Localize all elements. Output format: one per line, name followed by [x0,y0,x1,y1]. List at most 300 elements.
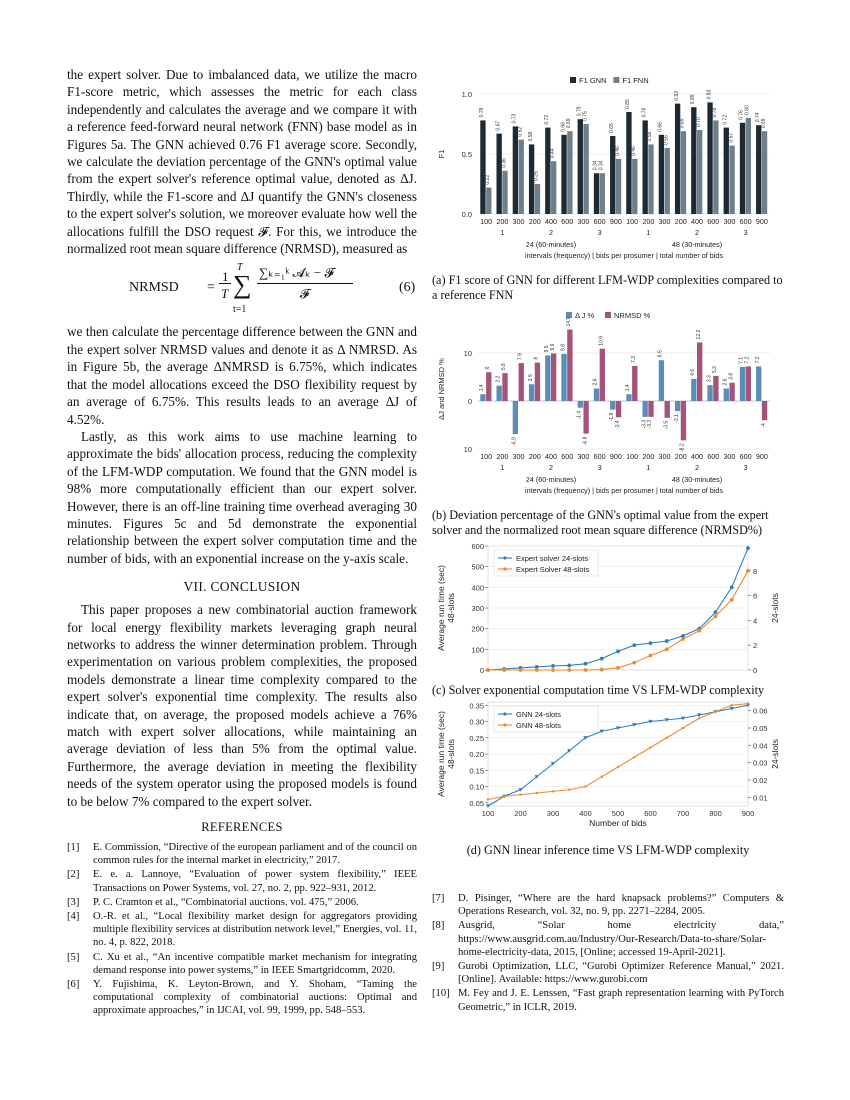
data-label: 0.92 [673,90,680,101]
data-label: 0.62 [517,126,524,137]
data-label: 8.5 [657,350,664,358]
data-label: 0.55 [663,135,670,145]
x-tick-label: 300 [723,217,736,226]
x-tick-label: 900 [741,809,755,818]
data-label: 0.80 [744,105,751,115]
data-point [535,668,539,672]
data-label: 7.1 [738,356,745,364]
group-label: 1 [500,228,505,237]
bar [535,363,540,401]
data-point [665,647,669,651]
data-label: 1.4 [479,384,486,392]
data-label: 7.3 [631,356,638,363]
bar [756,125,761,214]
group-label: 1 [646,463,651,472]
bar [519,140,524,214]
data-label: 9.8 [560,344,567,351]
legend-marker [503,712,506,715]
bar [724,389,729,401]
bar [681,131,686,214]
bar [519,363,524,401]
x-tick-label: 200 [528,452,541,461]
data-point [632,661,636,665]
reference-item: [5] C. Xu et al., “An incentive compatible market mechanism for integrating demand response into power systems,” in IEEE Smartgridcomm, 2020. [67,951,417,976]
reference-item: [6] Y. Fujishima, K. Leyton-Brown, and Y. Shoham, “Taming the computational complexity of combinatorial auctions: Optimal and approximate approaches,” in IJCAI, vol. 99, 1999, pp. 548–553. [67,979,417,1017]
bar [691,379,696,401]
legend-label: Expert Solver 48-slots [516,564,590,574]
x-tick-label: 600 [593,217,606,226]
bar [480,394,485,401]
bar [681,401,686,440]
group-label: 3 [597,228,602,237]
data-label: -3.4 [614,420,621,429]
data-point [600,657,604,661]
y-tick-label: 1.0 [461,90,472,99]
data-label: 3.8 [728,372,735,380]
bar [561,135,566,214]
data-label: 3.2 [495,375,502,383]
bar [480,120,485,214]
data-label: 0.74 [754,112,761,123]
y-tick-label: 0.20 [469,750,484,759]
gnn-time-chart [432,698,784,834]
legend-marker [503,723,506,726]
legend-label: GNN 24-slots [516,709,562,719]
eq-sum-top: T [237,262,243,274]
bar [578,401,583,408]
bar [707,102,712,214]
y-right-tick-label: 6 [753,591,758,601]
data-point [714,614,718,618]
bar [616,401,621,417]
bar [545,355,550,401]
bar [486,372,491,401]
data-label: 0.65 [608,123,615,133]
legend-label: Δ J % [575,311,595,320]
bar [632,159,637,214]
legend-label: NRMSD % [614,311,651,320]
legend-label: F1 GNN [579,76,607,85]
data-label: 0.79 [576,106,583,117]
right-column [432,72,784,1015]
bar [529,384,534,401]
bar [665,148,670,214]
data-label: -4 [760,423,767,428]
data-label: 0.44 [549,148,556,159]
y-tick-label: 200 [471,624,484,634]
references-list-left [67,841,417,1018]
group-label: 24 (60-minutes) [525,475,577,484]
bar [713,120,718,214]
data-label: 0.73 [511,113,518,124]
data-label: 10.9 [598,335,605,346]
x-tick-label: 900 [755,452,768,461]
group-label: 3 [743,463,748,472]
solver-time-chart [432,538,784,678]
data-label: -1.8 [608,412,615,422]
data-label: 9.5 [544,345,551,353]
x-tick-label: 100 [626,217,639,226]
x-tick-label: 300 [577,452,590,461]
data-point [747,702,749,704]
data-label: 0.72 [722,114,729,125]
data-label: 3.5 [527,374,534,382]
legend-swatch [605,312,611,318]
x-tick-label: 400 [579,809,592,818]
x-tick-label: 900 [609,452,622,461]
data-label: -6.9 [511,437,518,446]
legend-swatch [570,77,576,83]
y-right-tick-label: 8 [753,566,758,576]
y-right-tick-label: 0.05 [753,724,768,733]
group-label: 2 [549,228,553,237]
data-label: 0.76 [738,110,745,120]
data-label: 0.34 [592,160,599,171]
data-point [649,641,653,645]
bar [762,131,767,214]
x-axis-label: Number of bids [589,818,647,828]
f1-score-chart [432,72,784,268]
data-label: 0.78 [712,107,719,118]
data-label: -3.5 [663,420,670,430]
x-tick-label: 600 [739,452,752,461]
x-tick-label: 400 [691,217,703,226]
x-axis-label: intervals (frequency) | bids per prosumer | total number of bids [525,486,723,495]
data-label: 5.2 [712,366,719,374]
bar [535,184,540,214]
data-label: -2.1 [673,414,680,423]
data-label: 0.25 [533,171,540,181]
y-right-tick-label: 4 [753,616,758,626]
eq-frac2-den: 𝓕 [300,286,310,302]
x-axis-label: intervals (frequency) | bids per prosumer | total number of bids [525,251,723,260]
data-point [486,668,490,672]
reference-item: [7] D. Pisinger, “Where are the hard knapsack problems?” Computers & Operations Research, vol. 32, no. 9, pp. 2271–2284, 2005. [432,893,784,918]
data-point [551,664,555,668]
data-point [666,737,668,739]
equation-nrmsd [67,259,417,321]
bar [496,386,501,401]
y-axis-label: Average run time (sec) [436,711,446,797]
x-tick-label: 600 [561,217,574,226]
bar [583,401,588,434]
data-label: -6.8 [582,436,589,446]
data-point [502,668,506,672]
data-label: 0.34 [598,160,605,171]
bar [502,171,507,214]
data-point [632,643,636,647]
paragraph-1: the expert solver. Due to imbalanced data, we utilize the macro F1-score metric, which assesses the metric for each class independently and calculates the average and we compare it with a reference feed-forward neural network (FNN) base model as in Figures 5a. The GNN achieved 0.76 F1 average score. Secondly, we calculate the deviation percentage of the GNN's optimal value from the expert solver's reference optimal value, denoted as ΔJ. Thirdly, while the F1-score and ΔJ quantify the GNN's closeness to the expert solver's solution, we moreover evaluate how well the allocations fulfill the DSO request 𝓕. For this, we introduce the normalized root mean square difference (NRMSD), measured as [67,67,417,257]
x-tick-label: 400 [691,452,703,461]
y-axis-label: Average run time (sec) [436,565,446,651]
data-label: 6 [485,366,492,370]
y-right-tick-label: 0.03 [753,758,768,768]
caption-d: (d) GNN linear inference time VS LFM-WDP complexity [466,843,750,857]
paragraph-2: we then calculate the percentage difference between the GNN and the expert solver NRMSD values and denote it as Δ NMRSD. As in Figure 5b, the average ΔNMRSD is 6.75%, which indicates that the model allocations exceed the DSO flexibility request by an average of 6.75%. This results leads to an average ΔJ of 4.52%. [67,324,417,427]
x-tick-label: 900 [755,217,768,226]
bar [600,173,605,214]
y-tick-label: 10 [463,445,472,454]
data-point [584,785,586,787]
data-point [746,569,750,573]
y-axis-label-2: 48-slots [446,593,456,623]
x-tick-label: 600 [561,452,574,461]
x-tick-label: 200 [642,452,655,461]
data-point [552,790,554,792]
group-label: 3 [743,228,748,237]
data-label: -3.3 [647,419,654,429]
x-tick-label: 600 [707,452,720,461]
bar [659,360,664,401]
x-tick-label: 400 [545,452,557,461]
y-tick-label: 0.0 [461,210,472,219]
bar [707,385,712,401]
data-label: 0.72 [544,114,551,125]
x-tick-label: 600 [707,217,720,226]
bar [746,366,751,401]
x-tick-label: 300 [577,217,590,226]
data-point [698,717,700,719]
deviation-chart [432,307,784,503]
x-tick-label: 200 [496,217,509,226]
data-point [682,727,684,729]
data-point [714,711,716,713]
x-tick-label: 700 [676,809,690,818]
bar [561,354,566,401]
x-tick-label: 200 [642,217,655,226]
y-axis-label: ΔJ and NRMSD % [437,358,446,420]
x-tick-label: 900 [609,217,622,226]
group-label: 1 [500,463,505,472]
bar [486,188,491,214]
y-right-tick-label: 2 [753,641,758,651]
reference-item: [3] P. C. Cramton et al., “Combinatorial auctions. vol. 475,” 2006. [67,896,359,908]
data-label: 4.6 [690,368,697,376]
data-label: 7.9 [517,353,524,361]
x-tick-label: 300 [546,809,560,818]
data-point [649,746,651,748]
eq-sum-sign: ∑ [233,270,252,300]
data-point [665,639,669,643]
data-label: 0.78 [479,107,486,118]
bar [600,349,605,401]
bar [746,118,751,214]
bar [756,366,761,401]
data-point [697,629,701,633]
data-label: 0.36 [501,158,508,168]
eq-frac1-num: 1 [222,269,229,285]
section-title: VII. CONCLUSION [183,579,301,595]
bar [513,126,518,214]
bar [583,124,588,214]
data-point [616,650,620,654]
x-tick-label: 200 [496,452,509,461]
bar [632,366,637,401]
y-tick-label: 100 [471,645,484,655]
data-label: 0.22 [485,174,492,185]
x-tick-label: 200 [674,217,687,226]
data-label: 12.2 [695,329,702,340]
data-label: 0.46 [614,146,621,156]
bar [659,135,664,214]
data-label: 9.9 [549,343,556,351]
x-tick-label: 100 [480,452,493,461]
y-axis-label: F1 [437,149,446,159]
legend-label: GNN 48-slots [516,720,562,730]
y-tick-label: 0 [467,397,472,406]
data-label: 0.69 [679,118,686,129]
y-right-axis-label: 24-slots [770,593,780,623]
x-tick-label: 300 [658,452,671,461]
reference-item: [8] Ausgrid, “Solar home electricity data,” https://www.ausgrid.com.au/Industry/Our-Research/Data-to-share/Solar-home-electricity-data, 2015, [Online; accessed 19-April-2021]. [432,920,784,958]
x-tick-label: 300 [512,452,525,461]
data-point [584,668,588,672]
x-tick-label: 600 [739,217,752,226]
data-label: 2.6 [592,378,599,386]
y-tick-label: 10 [463,349,472,358]
y-tick-label: 0.30 [469,717,484,727]
data-label: -3.3 [641,419,648,429]
legend-marker [503,567,506,570]
data-label: 0.46 [631,146,638,156]
data-label: 0.78 [641,107,648,118]
y-right-axis-label: 24-slots [770,739,780,769]
x-tick-label: 200 [528,217,541,226]
data-label: 14.9 [566,316,573,327]
y-tick-label: 0 [479,666,484,675]
eq-lhs: NRMSD [129,280,179,296]
bar [616,159,621,214]
data-point [487,798,489,800]
data-label: 0.93 [706,89,713,100]
data-label: 5.8 [501,363,508,371]
x-tick-label: 100 [480,217,493,226]
data-point [584,662,588,666]
bar [502,373,507,401]
y-tick-label: 0.15 [469,766,484,776]
data-point [567,668,571,672]
bar [648,401,653,417]
data-label: 7.2 [754,356,761,364]
data-point [714,610,718,614]
bar [697,130,702,214]
data-point [649,654,653,658]
legend-marker [503,556,506,559]
data-label: -8.2 [679,443,686,452]
y-tick-label: 600 [471,542,484,551]
y-right-tick-label: 0.01 [753,793,768,803]
left-column [67,66,417,1019]
data-label: 0.70 [695,117,702,127]
data-point [503,795,505,797]
y-tick-label: 0.10 [469,782,484,792]
data-label: 7.2 [744,356,751,364]
data-label: 0.67 [495,120,502,131]
x-tick-label: 300 [723,452,736,461]
data-point [616,666,620,670]
caption-c: (c) Solver exponential computation time VS LFM-WDP complexity [432,683,765,697]
data-label: 0.89 [690,94,697,105]
y-tick-label: 0.05 [469,798,484,808]
x-tick-label: 300 [658,217,671,226]
eq-number: (6) [399,280,416,296]
bar [610,401,615,410]
bar [594,389,599,401]
bar [496,134,501,214]
bar [626,112,631,214]
bar [675,401,680,411]
bar [578,119,583,214]
data-label: 0.69 [760,118,767,129]
data-label: 8 [533,356,540,360]
reference-item: [9] Gurobi Optimization, LLC, “Gurobi Optimizer Reference Manual,” 2021. [Online]. Available: https://www.gurobi.com [432,961,784,986]
group-label: 2 [695,463,699,472]
data-point [536,792,538,794]
bar [594,173,599,214]
data-point [681,637,685,641]
data-point [519,793,521,795]
caption-b: (b) Deviation percentage of the GNN's optimal value from the expert solver and the normalized root mean square difference (NRMSD%) [432,508,769,537]
data-label: 1.4 [625,384,632,392]
bar [551,161,556,214]
y-tick-label: 0.25 [469,733,484,743]
references-title: REFERENCES [201,820,283,835]
caption-a: (a) F1 score of GNN for different LFM-WDP complexities compared to a reference FNN [432,273,783,302]
bar [762,401,767,420]
group-label: 2 [695,228,699,237]
bar [545,128,550,214]
bar [642,401,647,417]
x-tick-label: 400 [545,217,557,226]
data-label: 0.58 [647,131,654,142]
bar [513,401,518,434]
x-tick-label: 100 [626,452,639,461]
group-label: 24 (60-minutes) [525,240,577,249]
reference-item: [10] M. Fey and J. E. Lenssen, “Fast graph representation learning with PyTorch Geometric,” in ICLR, 2019. [432,988,784,1013]
group-label: 2 [549,463,553,472]
data-point [731,704,733,706]
bar [697,342,702,401]
paragraph-4: This paper proposes a new combinatorial auction framework for local energy flexibility markets leveraging graph neural networks to address the winner determination problem. Through experimentation on various problem complexities, the proposed models demonstrate a linear time complexity compared to the expert solver's exponential time complexity. The results also indicate that, on average, the proposed models achieve a 76% match with expert solver allocations, while maintaining an average deviation of less than 5% from the optimal value. Furthermore, the average deviation in meeting the flexibility needs of the system operator using the proposed models is found to be below 7% compared to the expert solver. [67,602,417,809]
eq-sum-bot: t=1 [233,304,247,316]
paragraph-3: Lastly, as this work aims to use machine learning to approximate the bids' allocation process, reducing the complexity of the LFM-WDP computation. We found that the GNN model is 98% more computationally efficient than our expert solver. However, there is an off-line training time overhead averaging 30 minutes. Figures 5c and 5d demonstrate the exponential relationship between the expert solver computation time and the number of bids, with an exponential increase on the y-axis scale. [67,428,417,566]
data-point [633,756,635,758]
y-tick-label: 400 [471,583,484,593]
data-label: 0.66 [657,122,664,132]
references-list-right [432,892,784,1014]
y-right-tick-label: 0.04 [753,741,768,751]
data-point [617,766,619,768]
x-tick-label: 500 [611,809,625,818]
bar [740,367,745,401]
x-tick-label: 300 [512,217,525,226]
bar [626,394,631,401]
y-right-tick-label: 0 [753,666,758,675]
y-tick-label: 300 [471,604,484,613]
y-right-tick-label: 0.02 [753,776,768,785]
x-tick-label: 200 [514,809,527,818]
data-label: 0.57 [728,132,735,143]
bar [729,383,734,401]
x-tick-label: 800 [709,809,722,818]
y-tick-label: 0.5 [461,150,472,159]
data-label: 0.58 [527,131,534,142]
group-label: 1 [646,228,651,237]
bar [665,401,670,418]
data-label: 0.75 [582,111,589,121]
group-label: 3 [597,463,602,472]
x-tick-label: 600 [593,452,606,461]
